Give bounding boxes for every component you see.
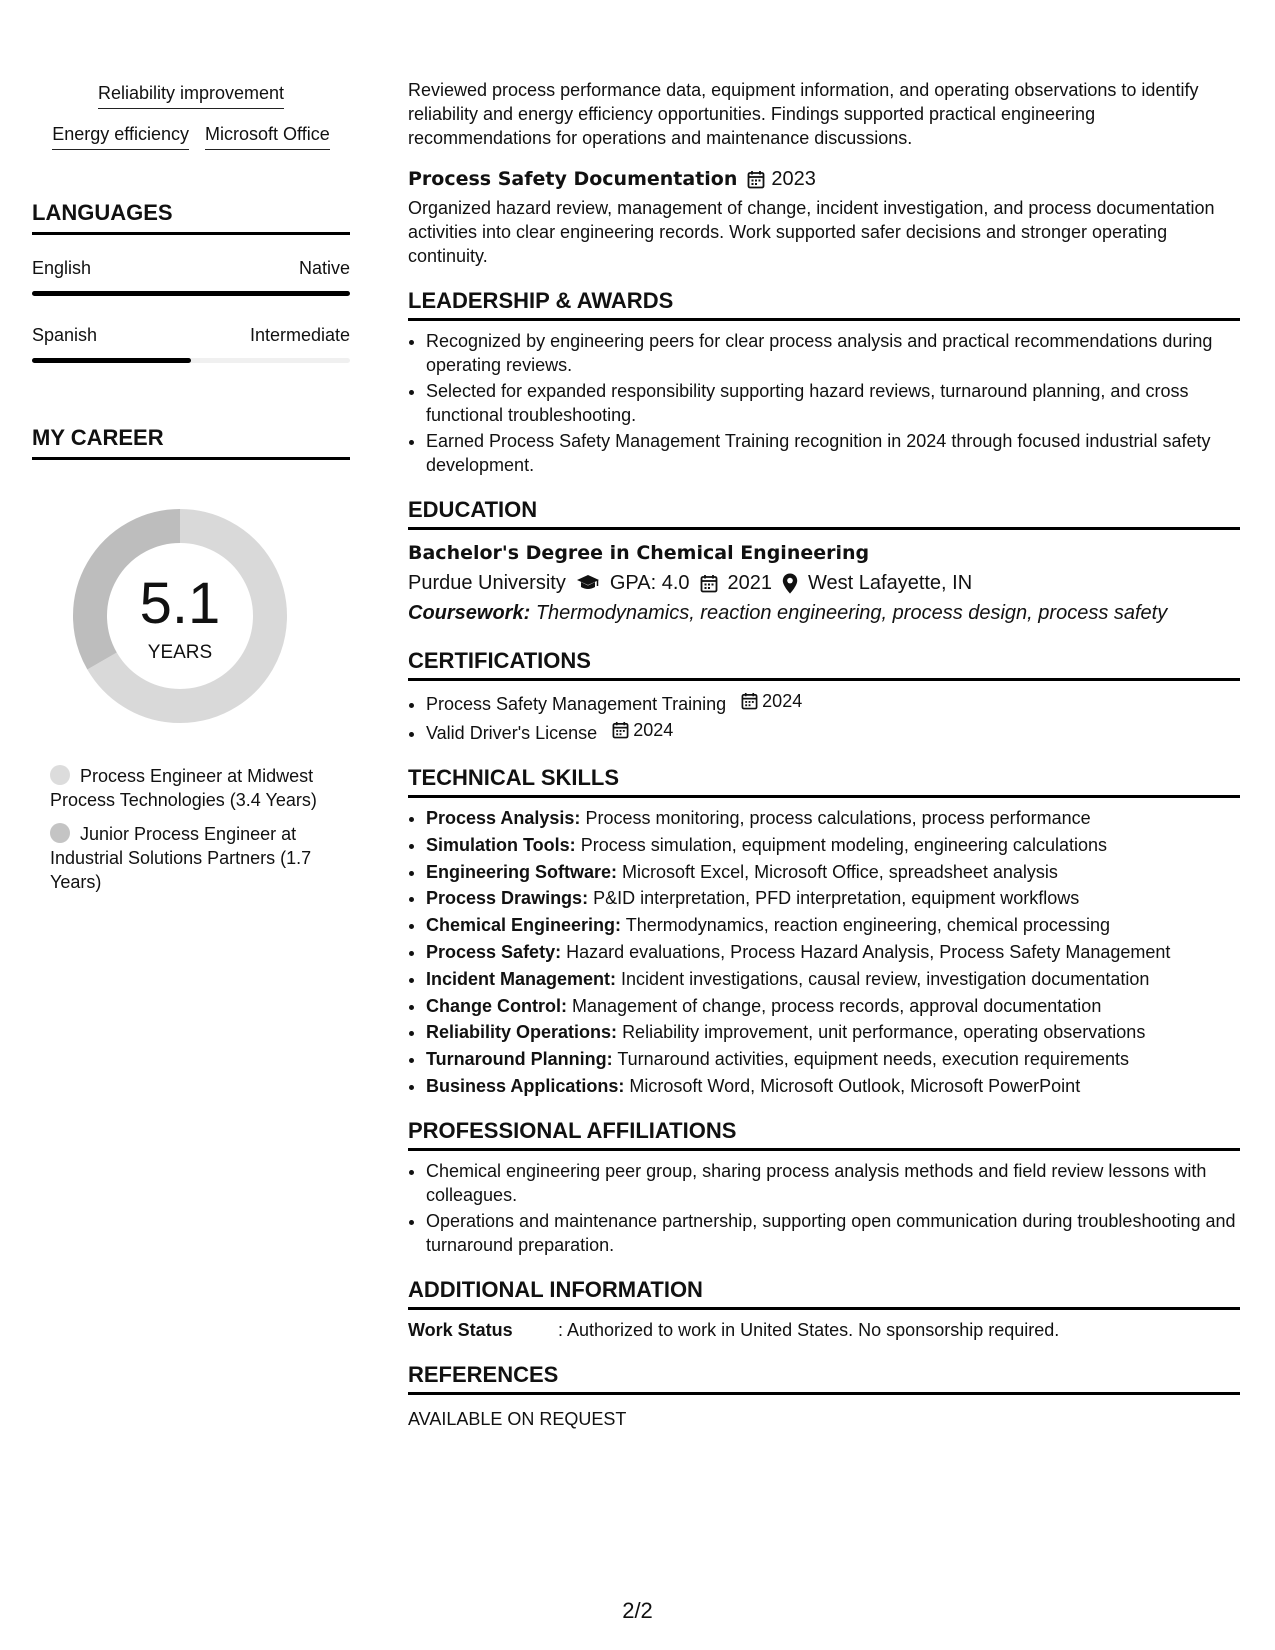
list-item: • Chemical engineering peer group, sharing process analysis methods and field review lessons with colleagues.: [426, 1159, 1240, 1207]
skill-item: [426, 833, 1240, 857]
certification-item: [426, 689, 1240, 716]
career-total-years: 5.1: [139, 571, 221, 636]
languages-section: [32, 200, 350, 363]
career-position: [50, 764, 332, 812]
skill-item: [426, 1047, 1240, 1071]
graduation-cap-icon: [576, 574, 600, 592]
certifications-heading: CERTIFICATIONS: [408, 648, 1240, 681]
education-coursework: [408, 598, 1240, 628]
work-status-row: [408, 1318, 1240, 1342]
language-level: Native: [298, 258, 350, 278]
skill-label: Process Drawings:: [426, 888, 589, 909]
skill-label: Reliability Operations:: [426, 1022, 618, 1043]
career-legend-dot: [50, 823, 70, 843]
coursework-label: Coursework:: [408, 602, 531, 624]
career-donut-chart: [66, 502, 294, 730]
language-proficiency-fill: [32, 291, 350, 296]
leadership-heading: LEADERSHIP & AWARDS: [408, 288, 1240, 321]
skill-text: Process simulation, equipment modeling, engineering calculations: [580, 834, 1107, 855]
work-status-label: Work Status: [408, 1319, 513, 1340]
skill-item: [426, 1020, 1240, 1044]
skill-text: Thermodynamics, reaction engineering, chemical processing: [625, 915, 1110, 936]
affiliations-heading: PROFESSIONAL AFFILIATIONS: [408, 1118, 1240, 1151]
references-text: AVAILABLE ON REQUEST: [408, 1408, 627, 1429]
skill-tag: Microsoft Office: [205, 123, 330, 150]
skill-text: Incident investigations, causal review, investigation documentation: [621, 968, 1150, 989]
language-proficiency-fill: [32, 358, 191, 363]
calendar-icon: [700, 574, 718, 593]
language-item: [32, 257, 350, 296]
language-level: Intermediate: [249, 325, 350, 345]
language-proficiency-bar: [32, 291, 350, 296]
career-heading: MY CAREER: [32, 425, 350, 460]
skill-item: [426, 860, 1240, 884]
education-location: West Lafayette, IN: [808, 572, 973, 594]
certifications-list: [408, 689, 1240, 745]
references-heading: REFERENCES: [408, 1362, 1240, 1395]
skill-label: Chemical Engineering:: [426, 915, 622, 936]
list-item: • Selected for expanded responsibility supporting hazard reviews, turnaround planning, and cross functional troubleshooting.: [426, 379, 1240, 427]
language-name: Spanish: [32, 325, 98, 345]
calendar-icon: [612, 721, 629, 739]
education-gpa: GPA: 4.0: [609, 572, 690, 594]
skill-text: P&ID interpretation, PFD interpretation, equipment workflows: [593, 888, 1080, 909]
language-item: [32, 324, 350, 363]
skill-label: Process Safety:: [426, 941, 562, 962]
certification-item: [426, 718, 1240, 745]
skill-label: Simulation Tools:: [426, 834, 576, 855]
skill-label: Turnaround Planning:: [426, 1049, 613, 1070]
certification-name: Valid Driver's License: [426, 723, 598, 743]
project-description: Organized hazard review, management of change, incident investigation, and process documentation activities into clear engineering records. Work supported safer decisions and stronger operating continuity.: [408, 198, 1215, 266]
language-proficiency-bar: [32, 358, 350, 363]
skill-text: Management of change, process records, approval documentation: [572, 995, 1102, 1016]
additional-info-heading: ADDITIONAL INFORMATION: [408, 1277, 1240, 1310]
list-item: • Earned Process Safety Management Training recognition in 2024 through focused industrial safety development.: [426, 429, 1240, 477]
skill-tag: Energy efficiency: [52, 123, 189, 150]
career-position-text: Process Engineer at Midwest Process Technologies (3.4 Years): [50, 766, 317, 810]
page-number: 2/2: [622, 1598, 653, 1623]
technical-skills-list: [408, 806, 1240, 1098]
skill-tags-row-2: [32, 123, 350, 150]
skill-text: Hazard evaluations, Process Hazard Analysis, Process Safety Management: [566, 941, 1171, 962]
coursework-text: Thermodynamics, reaction engineering, process design, process safety: [535, 602, 1168, 624]
career-years-unit: YEARS: [147, 642, 213, 663]
list-item: • Operations and maintenance partnership, supporting open communication during troubleshooting and turnaround preparation.: [426, 1209, 1240, 1257]
skill-item: [426, 806, 1240, 830]
skill-item: [426, 940, 1240, 964]
skill-text: Microsoft Word, Microsoft Outlook, Microsoft PowerPoint: [629, 1075, 1081, 1096]
languages-heading: LANGUAGES: [32, 200, 350, 235]
certification-year: 2024: [762, 691, 803, 711]
education-degree: Bachelor's Degree in Chemical Engineering: [408, 542, 870, 564]
skill-item: [426, 994, 1240, 1018]
education-school: Purdue University: [408, 572, 566, 594]
skill-tags-row-1: [32, 82, 350, 109]
skill-label: Business Applications:: [426, 1075, 625, 1096]
skill-text: Turnaround activities, equipment needs, execution requirements: [617, 1049, 1129, 1070]
skill-tag: Reliability improvement: [98, 82, 284, 109]
skill-text: Reliability improvement, unit performance, operating observations: [622, 1022, 1146, 1043]
list-item: • Recognized by engineering peers for clear process analysis and practical recommendations during operating reviews.: [426, 329, 1240, 377]
project-date: [747, 166, 816, 192]
language-name: English: [32, 258, 92, 278]
sidebar: [32, 82, 350, 904]
skill-label: Process Analysis:: [426, 808, 581, 828]
career-position: [50, 822, 332, 894]
technical-skills-heading: TECHNICAL SKILLS: [408, 765, 1240, 798]
skill-item: [426, 886, 1240, 910]
career-list: [50, 764, 350, 894]
project-year: 2023: [771, 168, 816, 190]
skill-item: [426, 1074, 1240, 1098]
main-content: [408, 78, 1240, 1431]
skill-label: Change Control:: [426, 995, 567, 1016]
work-status-value: : Authorized to work in United States. No sponsorship required.: [558, 1319, 1060, 1340]
affiliations-list: [408, 1159, 1240, 1257]
education-year: 2021: [727, 572, 773, 594]
career-section: [32, 425, 350, 894]
education-details: [408, 568, 1240, 598]
certification-year: 2024: [633, 720, 674, 740]
project-title: Process Safety Documentation: [408, 168, 738, 190]
career-legend-dot: [50, 765, 70, 785]
career-position-text: Junior Process Engineer at Industrial Solutions Partners (1.7 Years): [50, 824, 312, 892]
skill-item: [426, 967, 1240, 991]
experience-description: Reviewed process performance data, equipment information, and operating observations to identify reliability and energy efficiency opportunities. Findings supported practical engineering recommendations for operations and maintenance discussions.: [408, 80, 1199, 148]
location-pin-icon: [782, 573, 798, 594]
skill-label: Engineering Software:: [426, 861, 618, 882]
calendar-icon: [741, 692, 758, 710]
certification-name: Process Safety Management Training: [426, 694, 727, 714]
skill-label: Incident Management:: [426, 968, 617, 989]
leadership-list: [408, 329, 1240, 477]
calendar-icon: [747, 170, 765, 189]
skill-text: Microsoft Excel, Microsoft Office, spreadsheet analysis: [622, 861, 1058, 882]
education-heading: EDUCATION: [408, 497, 1240, 530]
skill-item: [426, 913, 1240, 937]
skill-text: Process monitoring, process calculations, process performance: [585, 808, 1091, 828]
project-header: [408, 166, 1240, 192]
